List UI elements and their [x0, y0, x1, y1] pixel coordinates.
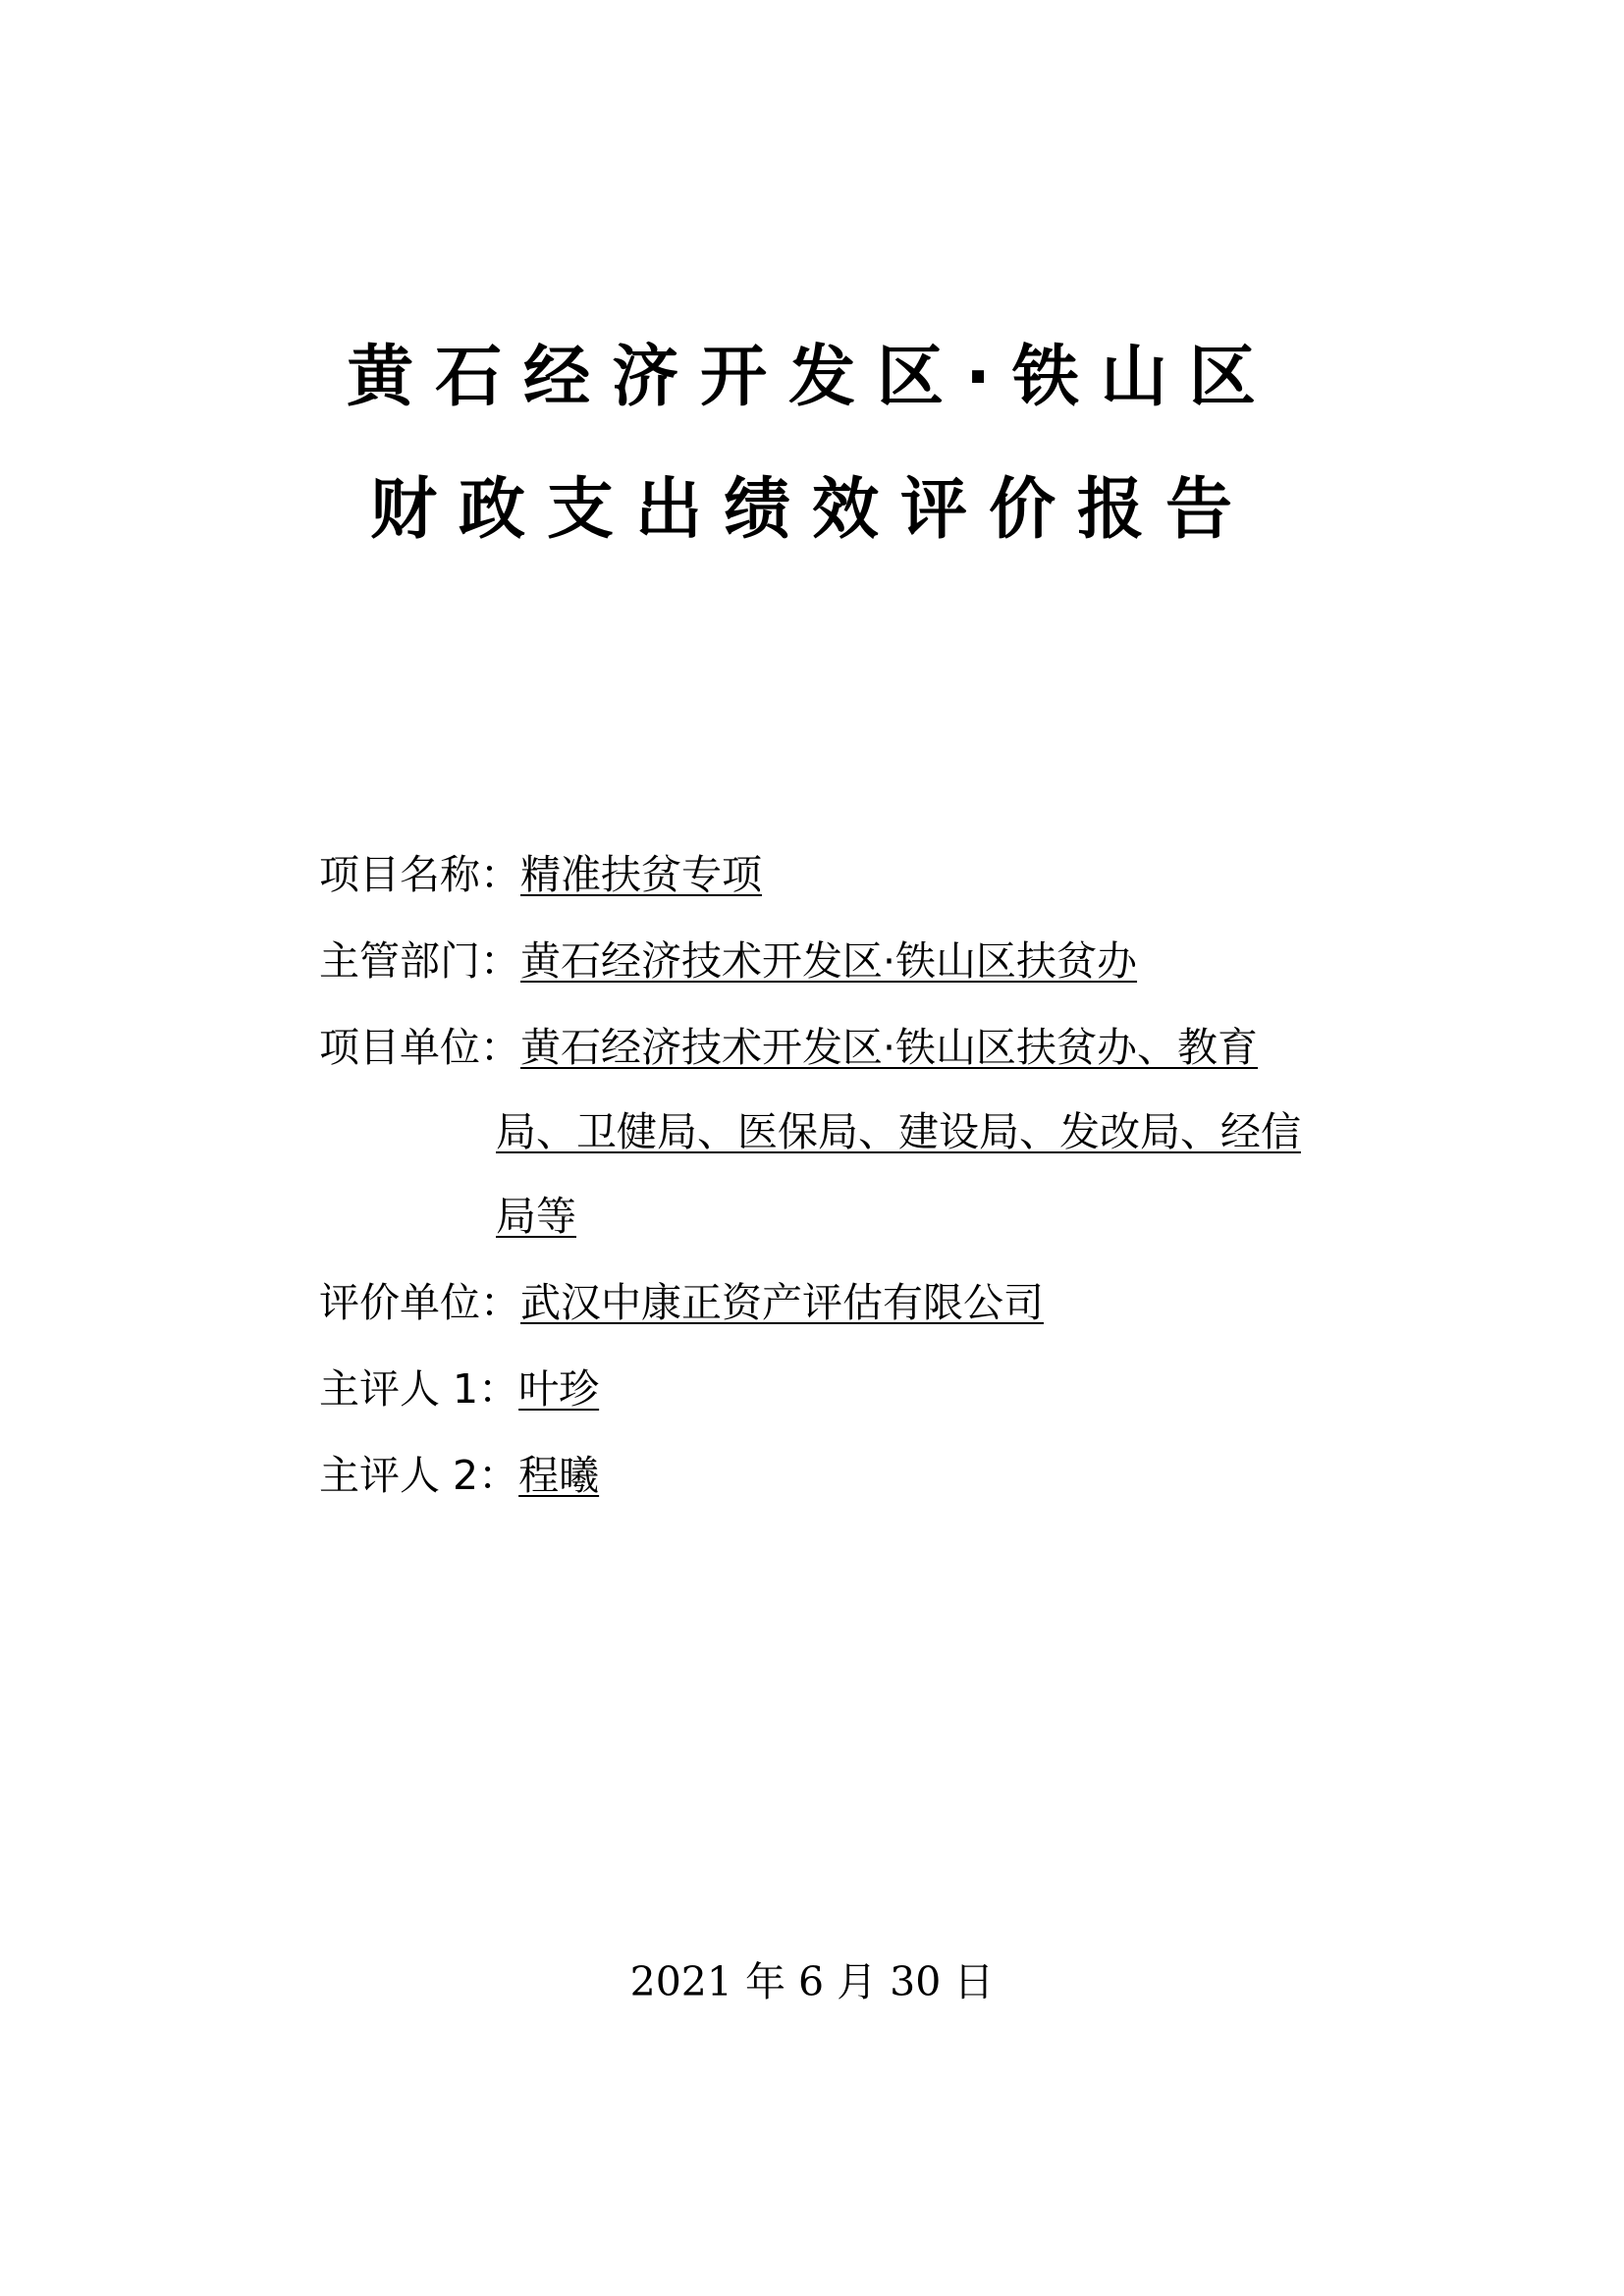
report-title-line-2: 财政支出绩效评价报告	[369, 471, 1254, 549]
project-name-value: 精准扶贫专项	[520, 851, 762, 898]
dept-value: 黄石经济技术开发区·铁山区扶贫办	[520, 937, 1138, 985]
reviewer-2-row	[319, 1447, 599, 1504]
reviewer-1-value: 叶珍	[518, 1365, 600, 1413]
unit-value-line-3: 局等	[496, 1193, 576, 1240]
dept-label: 主管部门：	[319, 937, 520, 985]
dept-row	[319, 933, 1137, 989]
project-name-row	[319, 846, 762, 903]
reviewer-2-value: 程曦	[518, 1452, 600, 1499]
reviewer-1-row	[319, 1361, 599, 1417]
evaluator-label: 评价单位：	[319, 1279, 520, 1326]
unit-label: 项目单位：	[319, 1024, 520, 1071]
evaluator-value: 武汉中康正资产评估有限公司	[520, 1279, 1044, 1326]
reviewer-2-label: 主评人 2：	[319, 1452, 519, 1499]
project-name-label: 项目名称：	[319, 851, 520, 898]
unit-value-line-1: 黄石经济技术开发区·铁山区扶贫办、教育	[520, 1024, 1259, 1071]
unit-value-line-2: 局、卫健局、医保局、建设局、发改局、经信	[496, 1108, 1301, 1155]
unit-row	[319, 1019, 1258, 1076]
report-date: 2021 年 6 月 30 日	[629, 1958, 995, 2005]
report-title-line-1: 黄石经济开发区·铁山区	[347, 339, 1277, 416]
reviewer-1-label: 主评人 1：	[319, 1365, 519, 1413]
evaluator-row	[319, 1274, 1044, 1331]
